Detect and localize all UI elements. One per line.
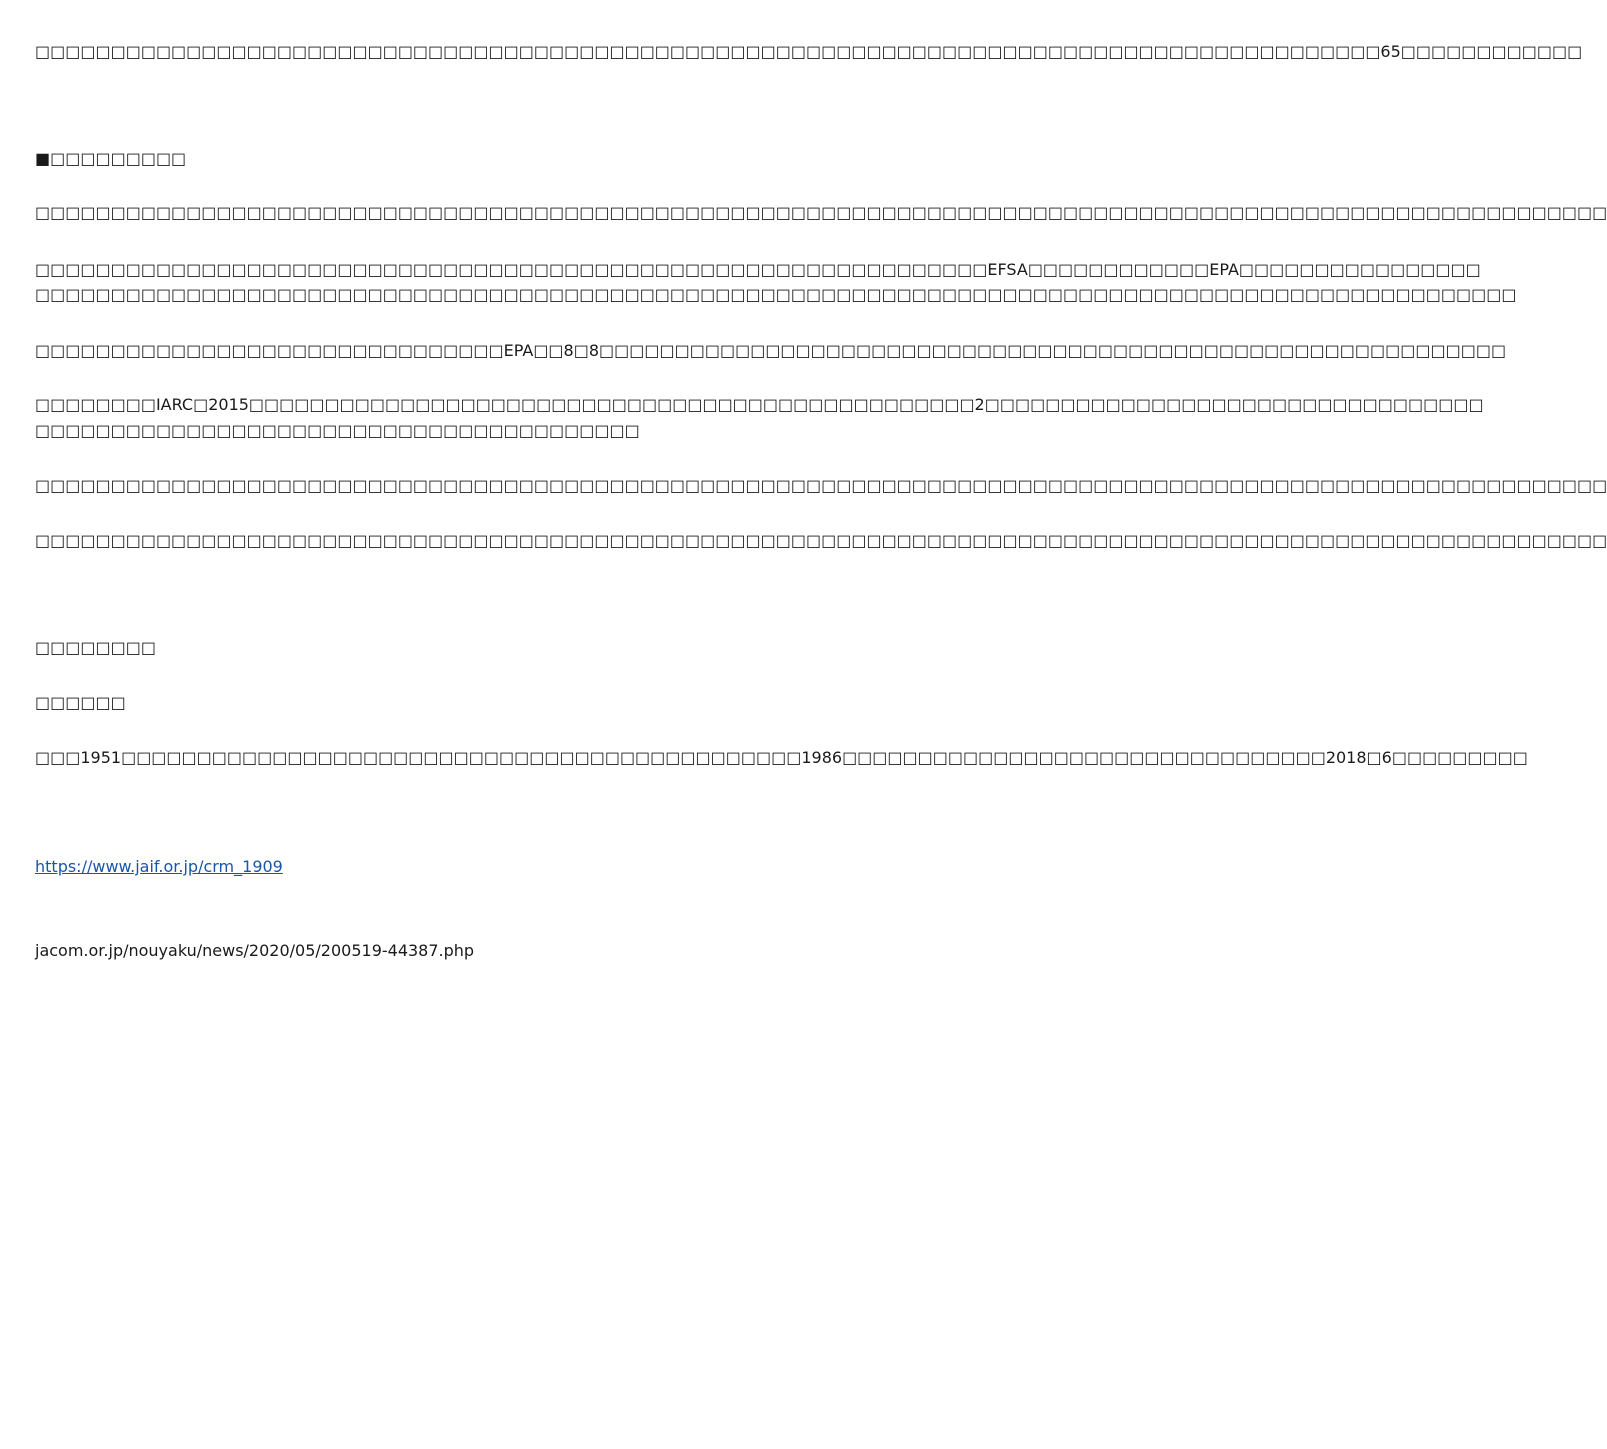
paragraph-line: □□□□□□□□□□□□□□□□□□□□□□□□□□□□□□□□□□□□□□□□ (35, 421, 640, 440)
paragraph-line: □□□□□□□□□□□□□□□□□□□□□□□□□□□□□□□□□□□□□□□□□□□□□□□□□□□□□□□□□□□□□□□□□□□□□□□□□□□□□□□□□□□□□□□□□□□□□□□□□□□□□□□□ (35, 203, 1607, 222)
section-heading: ■□□□□□□□□□ (35, 149, 187, 168)
paragraph-line: □□□□□□□□□□□□□□□□□□□□□□□□□□□□□□□EPA□□8□8□□□□□□□□□□□□□□□□□□□□□□□□□□□□□□□□□□□□□□□□□□□□□□□□□□□□□□□□□□□□ (35, 341, 1507, 360)
paragraph-line: □□□□□□□□□□□□□□□□□□□□□□□□□□□□□□□□□□□□□□□□□□□□□□□□□□□□□□□□□□□□□□□EFSA□□□□□□□□□□□□EPA□□□□□□□□□□□□□□□□ (35, 260, 1481, 279)
paragraph-line: □□□□□□□□□□□□□□□□□□□□□□□□□□□□□□□□□□□□□□□□□□□□□□□□□□□□□□□□□□□□□□□□□□□□□□□□□□□□□□□□□□□□□□□□□□□□□□□□□□□□□□□□ (35, 476, 1607, 495)
author-name: □□□□□□ (35, 693, 126, 712)
author-bio: □□□1951□□□□□□□□□□□□□□□□□□□□□□□□□□□□□□□□□□□□□□□□□□□□□1986□□□□□□□□□□□□□□□□□□□□□□□□□□□□□□□□2018□6□□□□□□□□□ (35, 748, 1528, 767)
reference-link[interactable]: https://www.jaif.or.jp/crm_1909 (35, 857, 283, 876)
paragraph-line: □□□□□□□□□□□□□□□□□□□□□□□□□□□□□□□□□□□□□□□□□□□□□□□□□□□□□□□□□□□□□□□□□□□□□□□□□□□□□□□□□□□□□□□□□65□□□□□□□□□□□□ (35, 42, 1583, 61)
author-heading: □□□□□□□□ (35, 638, 156, 657)
paragraph-line: □□□□□□□□IARC□2015□□□□□□□□□□□□□□□□□□□□□□□□□□□□□□□□□□□□□□□□□□□□□□□□2□□□□□□□□□□□□□□□□□□□□□□□□□□□□□□□□□ (35, 395, 1484, 414)
document-page (35, 0, 1607, 1449)
paragraph-line: □□□□□□□□□□□□□□□□□□□□□□□□□□□□□□□□□□□□□□□□□□□□□□□□□□□□□□□□□□□□□□□□□□□□□□□□□□□□□□□□□□□□□□□□□□□□□□□□□□ (35, 285, 1517, 304)
paragraph-line: □□□□□□□□□□□□□□□□□□□□□□□□□□□□□□□□□□□□□□□□□□□□□□□□□□□□□□□□□□□□□□□□□□□□□□□□□□□□□□□□□□□□□□□□□□□□□□□□□□□□□□□□ (35, 531, 1607, 550)
source-url-text: jacom.or.jp/nouyaku/news/2020/05/200519-44387.php (35, 941, 475, 960)
